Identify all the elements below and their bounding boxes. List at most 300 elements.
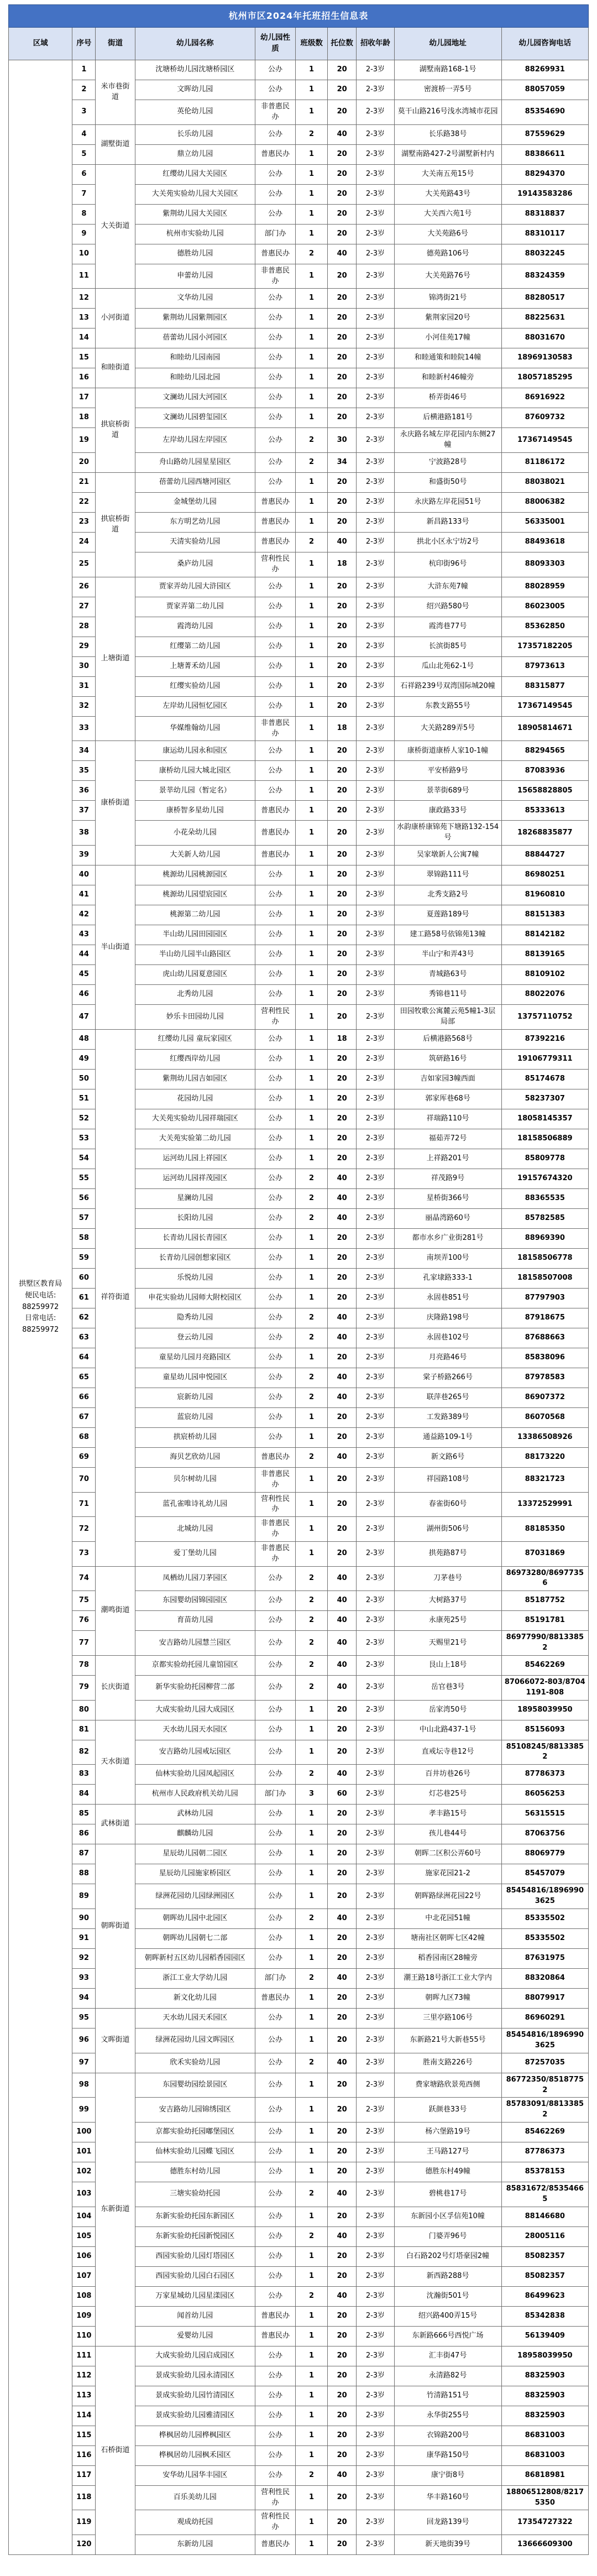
- table-title: 杭州市区2024年托班招生信息表: [9, 5, 589, 28]
- admission-age: 2-3岁: [357, 1765, 394, 1785]
- kindergarten-name: 蓓蕾幼儿园西塘河园区: [135, 473, 255, 493]
- row-number: 70: [72, 1467, 96, 1492]
- kindergarten-address: 施家花园21-2: [394, 1864, 501, 1884]
- table-row: [9, 2073, 589, 2098]
- class-count: 1: [296, 289, 328, 309]
- admission-age: 2-3岁: [357, 309, 394, 328]
- contact-phone: 85156093: [501, 1720, 588, 1740]
- slot-count: 20: [327, 408, 356, 428]
- row-number: 35: [72, 761, 96, 781]
- contact-phone: 86831003: [501, 2445, 588, 2465]
- kindergarten-name: 贾家弄幼儿园大浒园区: [135, 577, 255, 597]
- kindergarten-type: 公办: [255, 1864, 295, 1884]
- kindergarten-type: 公办: [255, 2266, 295, 2286]
- class-count: 2: [296, 453, 328, 473]
- admission-age: 2-3岁: [357, 1864, 394, 1884]
- slot-count: 20: [327, 1129, 356, 1149]
- kindergarten-name: 京都实验幼托园嘟堡园区: [135, 2123, 255, 2142]
- class-count: 1: [296, 2029, 328, 2053]
- class-count: 1: [296, 905, 328, 925]
- admission-age: 2-3岁: [357, 1517, 394, 1542]
- kindergarten-type: 公办: [255, 80, 295, 100]
- admission-age: 2-3岁: [357, 1541, 394, 1566]
- slot-count: 20: [327, 513, 356, 533]
- kindergarten-type: 营利性民办: [255, 2485, 295, 2510]
- admission-age: 2-3岁: [357, 1675, 394, 1700]
- kindergarten-name: 海贝艺欣幼儿园: [135, 1447, 255, 1467]
- slot-count: 20: [327, 2073, 356, 2098]
- row-number: 91: [72, 1929, 96, 1949]
- admission-age: 2-3岁: [357, 1492, 394, 1517]
- contact-phone: 15658828805: [501, 781, 588, 801]
- kindergarten-address: 桥弄街46号: [394, 388, 501, 408]
- kindergarten-name: 万家星城幼儿园星漾园区: [135, 2286, 255, 2306]
- street-cell: 米市巷街道: [96, 60, 135, 125]
- kindergarten-address: 稻香园南区28幢旁: [394, 1949, 501, 1969]
- class-count: 2: [296, 1655, 328, 1675]
- contact-phone: 28005116: [501, 2226, 588, 2246]
- kindergarten-address: 上祥路201号: [394, 1149, 501, 1169]
- class-count: 1: [296, 552, 328, 577]
- class-count: 1: [296, 2306, 328, 2326]
- class-count: 2: [296, 1566, 328, 1591]
- row-number: 10: [72, 244, 96, 264]
- kindergarten-name: 朝晖新村五区幼儿园稻香园园区: [135, 1949, 255, 1969]
- row-number: 42: [72, 905, 96, 925]
- kindergarten-address: 中山北路437-1号: [394, 1720, 501, 1740]
- kindergarten-name: 西园实验幼儿园白石园区: [135, 2266, 255, 2286]
- admission-age: 2-3岁: [357, 184, 394, 204]
- kindergarten-type: 公办: [255, 309, 295, 328]
- contact-phone: 86818981: [501, 2465, 588, 2485]
- class-count: 1: [296, 164, 328, 184]
- kindergarten-type: 公办: [255, 1268, 295, 1288]
- contact-phone: 88057059: [501, 80, 588, 100]
- table-row: [9, 1655, 589, 1675]
- class-count: 1: [296, 925, 328, 945]
- class-count: 1: [296, 1949, 328, 1969]
- contact-phone: 88079917: [501, 1989, 588, 2009]
- street-cell: 长庆街道: [96, 1655, 135, 1720]
- slot-count: 20: [327, 821, 356, 846]
- admission-age: 2-3岁: [357, 2073, 394, 2098]
- kindergarten-type: 公办: [255, 1407, 295, 1427]
- admission-age: 2-3岁: [357, 2053, 394, 2073]
- kindergarten-type: 公办: [255, 1248, 295, 1268]
- contact-phone: 86499623: [501, 2286, 588, 2306]
- slot-count: 40: [327, 1765, 356, 1785]
- kindergarten-type: 普惠民办: [255, 144, 295, 164]
- class-count: 2: [296, 1909, 328, 1929]
- kindergarten-name: 和睦幼儿园南园: [135, 348, 255, 368]
- admission-age: 2-3岁: [357, 1611, 394, 1631]
- contact-phone: 81186172: [501, 453, 588, 473]
- kindergarten-name: 大关苑实验幼儿园大关园区: [135, 184, 255, 204]
- contact-phone: 85457079: [501, 1864, 588, 1884]
- slot-count: 20: [327, 781, 356, 801]
- slot-count: 20: [327, 388, 356, 408]
- class-count: 1: [296, 1069, 328, 1089]
- admission-age: 2-3岁: [357, 676, 394, 696]
- kindergarten-name: 大关苑实验第二幼儿园: [135, 1129, 255, 1149]
- kindergarten-type: 公办: [255, 2406, 295, 2426]
- kindergarten-name: 安吉路幼儿园锦绣园区: [135, 2098, 255, 2123]
- kindergarten-type: 普惠民办: [255, 2535, 295, 2555]
- kindergarten-name: 紫荆幼儿园吉如园区: [135, 1069, 255, 1089]
- contact-phone: 86056253: [501, 1785, 588, 1805]
- contact-phone: 88969390: [501, 1228, 588, 1248]
- class-count: 1: [296, 676, 328, 696]
- contact-phone: 19157674320: [501, 1169, 588, 1188]
- slot-count: 20: [327, 348, 356, 368]
- kindergarten-name: 长青幼儿园长青园区: [135, 1228, 255, 1248]
- region-cell: 拱墅区教育局 便民电话: 88259972 日常电话: 88259972: [9, 60, 72, 2555]
- class-count: 1: [296, 493, 328, 513]
- slot-count: 20: [327, 2406, 356, 2426]
- contact-phone: 88325903: [501, 2386, 588, 2406]
- class-count: 1: [296, 224, 328, 244]
- kindergarten-type: 公办: [255, 2053, 295, 2073]
- kindergarten-address: 永固巷851号: [394, 1288, 501, 1308]
- kindergarten-address: 朝晖二区积公弄60号: [394, 1844, 501, 1864]
- contact-phone: 88294370: [501, 164, 588, 184]
- row-number: 110: [72, 2326, 96, 2346]
- kindergarten-address: 后横港路568号: [394, 1029, 501, 1049]
- slot-count: 20: [327, 2098, 356, 2123]
- class-count: 1: [296, 1029, 328, 1049]
- slot-count: 40: [327, 1611, 356, 1631]
- kindergarten-type: 普惠民办: [255, 2326, 295, 2346]
- kindergarten-address: 岳家湾50号: [394, 1700, 501, 1720]
- contact-phone: 88310117: [501, 224, 588, 244]
- kindergarten-address: 北秀支路2号: [394, 885, 501, 905]
- kindergarten-address: 永清路82号: [394, 2366, 501, 2386]
- row-number: 69: [72, 1447, 96, 1467]
- kindergarten-type: 部门办: [255, 224, 295, 244]
- admission-age: 2-3岁: [357, 2346, 394, 2366]
- kindergarten-name: 拱宸桥幼儿园: [135, 1427, 255, 1447]
- class-count: 1: [296, 1149, 328, 1169]
- slot-count: 20: [327, 2162, 356, 2182]
- class-count: 1: [296, 80, 328, 100]
- kindergarten-address: 联萍巷265号: [394, 1388, 501, 1407]
- kindergarten-address: 湖墅南路168-1号: [394, 60, 501, 80]
- slot-count: 40: [327, 1308, 356, 1328]
- row-number: 23: [72, 513, 96, 533]
- slot-count: 20: [327, 60, 356, 80]
- slot-count: 18: [327, 552, 356, 577]
- row-number: 67: [72, 1407, 96, 1427]
- kindergarten-name: 星辰幼儿园施家桥园区: [135, 1864, 255, 1884]
- class-count: 2: [296, 1208, 328, 1228]
- table-row: [9, 1029, 589, 1049]
- row-number: 22: [72, 493, 96, 513]
- contact-phone: 85782585: [501, 1208, 588, 1228]
- class-count: 1: [296, 2123, 328, 2142]
- kindergarten-address: 东新路21号大新巷55号: [394, 2029, 501, 2053]
- admission-age: 2-3岁: [357, 60, 394, 80]
- contact-phone: 88386611: [501, 144, 588, 164]
- row-number: 30: [72, 656, 96, 676]
- row-number: 55: [72, 1169, 96, 1188]
- row-number: 9: [72, 224, 96, 244]
- kindergarten-name: 绿洲花园幼儿园绿洲园区: [135, 1884, 255, 1909]
- kindergarten-type: 公办: [255, 1388, 295, 1407]
- kindergarten-address: 拱北小区永宁坊2号: [394, 533, 501, 552]
- contact-phone: 87031869: [501, 1541, 588, 1566]
- row-number: 19: [72, 428, 96, 453]
- kindergarten-address: 绍兴路580号: [394, 597, 501, 617]
- kindergarten-name: 贾家弄第二幼儿园: [135, 597, 255, 617]
- row-number: 7: [72, 184, 96, 204]
- kindergarten-type: 公办: [255, 1029, 295, 1049]
- slot-count: 20: [327, 885, 356, 905]
- slot-count: 20: [327, 1844, 356, 1864]
- kindergarten-name: 左岸幼儿园左岸园区: [135, 428, 255, 453]
- class-count: 1: [296, 885, 328, 905]
- row-number: 95: [72, 2009, 96, 2029]
- class-count: 1: [296, 2445, 328, 2465]
- contact-phone: 88225631: [501, 309, 588, 328]
- row-number: 12: [72, 289, 96, 309]
- admission-age: 2-3岁: [357, 801, 394, 821]
- slot-count: 20: [327, 2306, 356, 2326]
- kindergarten-type: 公办: [255, 124, 295, 144]
- admission-age: 2-3岁: [357, 1655, 394, 1675]
- slot-count: 20: [327, 656, 356, 676]
- admission-age: 2-3岁: [357, 164, 394, 184]
- slot-count: 20: [327, 1069, 356, 1089]
- kindergarten-address: 南坝弄100号: [394, 1248, 501, 1268]
- kindergarten-address: 新西路288号: [394, 2266, 501, 2286]
- street-cell: 东新街道: [96, 2073, 135, 2346]
- kindergarten-type: 公办: [255, 1129, 295, 1149]
- contact-phone: 87066072-803/87041191-808: [501, 1675, 588, 1700]
- contact-phone: 85335502: [501, 1909, 588, 1929]
- slot-count: 20: [327, 1089, 356, 1109]
- table-row: [9, 289, 589, 309]
- kindergarten-type: 公办: [255, 1288, 295, 1308]
- row-number: 4: [72, 124, 96, 144]
- contact-phone: 88315877: [501, 676, 588, 696]
- row-number: 62: [72, 1308, 96, 1328]
- kindergarten-type: 公办: [255, 2346, 295, 2366]
- kindergarten-type: 公办: [255, 1169, 295, 1188]
- row-number: 14: [72, 328, 96, 348]
- kindergarten-type: 公办: [255, 2009, 295, 2029]
- kindergarten-name: 北城幼儿园: [135, 1517, 255, 1542]
- row-number: 75: [72, 1591, 96, 1611]
- row-number: 43: [72, 925, 96, 945]
- kindergarten-address: 夏莲路189号: [394, 905, 501, 925]
- kindergarten-type: 普惠民办: [255, 821, 295, 846]
- class-count: 1: [296, 204, 328, 224]
- kindergarten-name: 大成实验幼儿园启成园区: [135, 2346, 255, 2366]
- kindergarten-name: 爱婴幼儿园: [135, 2326, 255, 2346]
- kindergarten-type: 公办: [255, 656, 295, 676]
- kindergarten-type: 普惠民办: [255, 1447, 295, 1467]
- row-number: 66: [72, 1388, 96, 1407]
- row-number: 52: [72, 1109, 96, 1129]
- row-number: 57: [72, 1208, 96, 1228]
- kindergarten-address: 石祥路239号双湾国际城20幢: [394, 676, 501, 696]
- class-count: 1: [296, 1824, 328, 1844]
- admission-age: 2-3岁: [357, 1785, 394, 1805]
- slot-count: 20: [327, 1288, 356, 1308]
- class-count: 1: [296, 1049, 328, 1069]
- kindergarten-type: 公办: [255, 781, 295, 801]
- slot-count: 40: [327, 1566, 356, 1591]
- table-row: [9, 741, 589, 761]
- kindergarten-address: 杨六堡路19号: [394, 2123, 501, 2142]
- row-number: 29: [72, 637, 96, 656]
- admission-age: 2-3岁: [357, 1591, 394, 1611]
- kindergarten-name: 蓝宸幼儿园: [135, 1407, 255, 1427]
- admission-age: 2-3岁: [357, 1169, 394, 1188]
- kindergarten-address: 和睦通策和睦院14幢: [394, 348, 501, 368]
- kindergarten-type: 公办: [255, 2029, 295, 2053]
- contact-phone: 13372529991: [501, 1492, 588, 1517]
- kindergarten-name: 新文化幼儿园: [135, 1989, 255, 2009]
- admission-age: 2-3岁: [357, 2510, 394, 2535]
- slot-count: 20: [327, 1149, 356, 1169]
- contact-phone: 85809778: [501, 1149, 588, 1169]
- contact-phone: 87786373: [501, 2142, 588, 2162]
- row-number: 73: [72, 1541, 96, 1566]
- row-number: 100: [72, 2123, 96, 2142]
- row-number: 83: [72, 1765, 96, 1785]
- admission-age: 2-3岁: [357, 100, 394, 125]
- row-number: 115: [72, 2426, 96, 2445]
- kindergarten-type: 公办: [255, 348, 295, 368]
- admission-age: 2-3岁: [357, 144, 394, 164]
- contact-phone: 86070568: [501, 1407, 588, 1427]
- admission-age: 2-3岁: [357, 1228, 394, 1248]
- contact-phone: 85354690: [501, 100, 588, 125]
- admission-age: 2-3岁: [357, 244, 394, 264]
- col-name: 幼儿园名称: [135, 28, 255, 60]
- row-number: 82: [72, 1740, 96, 1765]
- table-row: [9, 1720, 589, 1740]
- contact-phone: 88028959: [501, 577, 588, 597]
- class-count: 1: [296, 1005, 328, 1030]
- admission-age: 2-3岁: [357, 2246, 394, 2266]
- slot-count: 20: [327, 741, 356, 761]
- kindergarten-type: 公办: [255, 1427, 295, 1447]
- class-count: 1: [296, 2426, 328, 2445]
- kindergarten-name: 文华幼儿园: [135, 289, 255, 309]
- kindergarten-type: 公办: [255, 428, 295, 453]
- kindergarten-name: 鼎立幼儿园: [135, 144, 255, 164]
- kindergarten-name: 红缨第二幼儿园: [135, 637, 255, 656]
- kindergarten-name: 朝晖幼儿园朝七二部: [135, 1929, 255, 1949]
- row-number: 63: [72, 1328, 96, 1348]
- class-count: 1: [296, 100, 328, 125]
- admission-age: 2-3岁: [357, 1427, 394, 1447]
- kindergarten-type: 公办: [255, 637, 295, 656]
- row-number: 79: [72, 1675, 96, 1700]
- slot-count: 20: [327, 1989, 356, 2009]
- kindergarten-type: 公办: [255, 2142, 295, 2162]
- kindergarten-name: 桃源幼儿园桃源园区: [135, 865, 255, 885]
- contact-phone: 86916922: [501, 388, 588, 408]
- kindergarten-name: 虎山幼儿园夏意园区: [135, 965, 255, 985]
- kindergarten-name: 育苗幼儿园: [135, 1611, 255, 1631]
- class-count: 2: [296, 2226, 328, 2246]
- contact-phone: 17357182205: [501, 637, 588, 656]
- slot-count: 40: [327, 1208, 356, 1228]
- street-cell: 拱宸桥街道: [96, 473, 135, 577]
- kindergarten-address: 水韵康桥康锦苑下塘路132-154号: [394, 821, 501, 846]
- kindergarten-name: 东方明艺幼儿园: [135, 513, 255, 533]
- contact-phone: 86023005: [501, 597, 588, 617]
- kindergarten-address: 平安桥路9号: [394, 761, 501, 781]
- kindergarten-name: 北秀幼儿园: [135, 985, 255, 1005]
- kindergarten-name: 杭州市人民政府机关幼儿园: [135, 1785, 255, 1805]
- kindergarten-address: 长乐路38号: [394, 124, 501, 144]
- admission-age: 2-3岁: [357, 577, 394, 597]
- kindergarten-name: 大成实验幼儿园大成园区: [135, 1700, 255, 1720]
- row-number: 117: [72, 2465, 96, 2485]
- kindergarten-name: 百乐美幼儿园: [135, 2485, 255, 2510]
- kindergarten-name: 贝尔树幼儿园: [135, 1467, 255, 1492]
- contact-phone: 88280517: [501, 289, 588, 309]
- row-number: 53: [72, 1129, 96, 1149]
- contact-phone: 86973280/86977356: [501, 1566, 588, 1591]
- row-number: 54: [72, 1149, 96, 1169]
- class-count: 1: [296, 1541, 328, 1566]
- class-count: 2: [296, 2053, 328, 2073]
- kindergarten-type: 公办: [255, 761, 295, 781]
- contact-phone: 18905814671: [501, 716, 588, 741]
- slot-count: 20: [327, 1427, 356, 1447]
- class-count: 1: [296, 2510, 328, 2535]
- class-count: 1: [296, 801, 328, 821]
- class-count: 3: [296, 1785, 328, 1805]
- row-number: 6: [72, 164, 96, 184]
- kindergarten-name: 康桥幼儿园大城北园区: [135, 761, 255, 781]
- kindergarten-address: 星桥街366号: [394, 1188, 501, 1208]
- class-count: 1: [296, 1989, 328, 2009]
- class-count: 1: [296, 1805, 328, 1824]
- class-count: 1: [296, 1740, 328, 1765]
- admission-age: 2-3岁: [357, 1005, 394, 1030]
- row-number: 112: [72, 2366, 96, 2386]
- admission-age: 2-3岁: [357, 552, 394, 577]
- kindergarten-address: 白石路202号灯塔豪园2幢: [394, 2246, 501, 2266]
- kindergarten-address: 孔家埭路333-1: [394, 1268, 501, 1288]
- admission-age: 2-3岁: [357, 1720, 394, 1740]
- kindergarten-name: 申花实验幼儿园师大附校园区: [135, 1288, 255, 1308]
- row-number: 72: [72, 1517, 96, 1542]
- slot-count: 20: [327, 1541, 356, 1566]
- kindergarten-type: 公办: [255, 1089, 295, 1109]
- row-number: 85: [72, 1805, 96, 1824]
- kindergarten-name: 欣禾实验幼儿园: [135, 2053, 255, 2073]
- admission-age: 2-3岁: [357, 925, 394, 945]
- contact-phone: 87257035: [501, 2053, 588, 2073]
- row-number: 89: [72, 1884, 96, 1909]
- kindergarten-address: 永固巷102号: [394, 1328, 501, 1348]
- row-number: 111: [72, 2346, 96, 2366]
- class-count: 1: [296, 846, 328, 865]
- class-count: 1: [296, 1407, 328, 1427]
- street-cell: 朝晖街道: [96, 1844, 135, 2009]
- class-count: 1: [296, 597, 328, 617]
- contact-phone: 17367149545: [501, 428, 588, 453]
- class-count: 1: [296, 637, 328, 656]
- class-count: 1: [296, 1268, 328, 1288]
